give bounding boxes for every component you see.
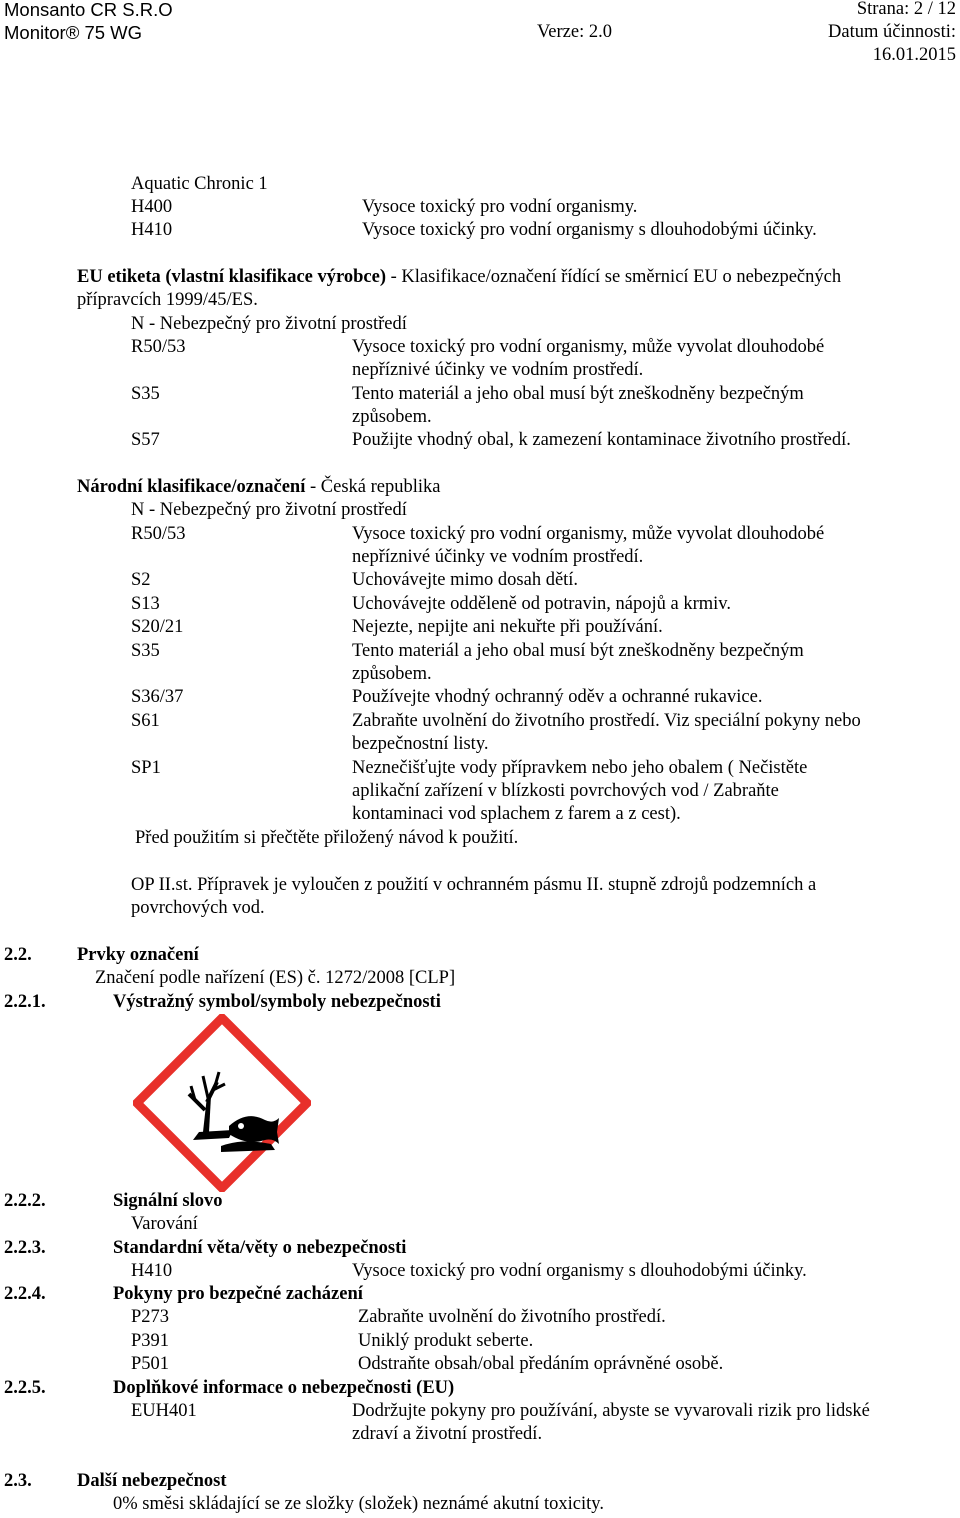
precaution-text: Uniklý produkt seberte.: [358, 1331, 534, 1351]
aquatic-text: Vysoce toxický pro vodní organismy.: [362, 197, 638, 217]
euh-code: EUH401: [131, 1401, 197, 1421]
other-hazards-text: 0% směsi skládající se ze složky (složek) neznámé akutní toxicity.: [113, 1494, 604, 1514]
hazard-statement-code: H410: [131, 1261, 173, 1281]
section-number: 2.2.4.: [4, 1284, 46, 1304]
aquatic-code: H410: [131, 220, 173, 240]
environment-hazard-pictogram: [133, 1014, 311, 1192]
national-phrase-text: aplikační zařízení v blízkosti povrchových vod / Zabraňte: [352, 781, 779, 801]
national-phrase-text: Zabraňte uvolnění do životního prostředí. Viz speciální pokyny nebo: [352, 711, 861, 731]
section-title: Standardní věta/věty o nebezpečnosti: [113, 1238, 407, 1258]
section-title: Signální slovo: [113, 1191, 223, 1211]
national-phrase-text: kontaminaci vod splachem z farem a z cest).: [352, 804, 681, 824]
precaution-code: P391: [131, 1331, 170, 1351]
protection-zone-note-cont: povrchových vod.: [131, 898, 265, 918]
national-phrase-text: způsobem.: [352, 664, 432, 684]
national-phrase-code: S61: [131, 711, 160, 731]
read-instructions-note: Před použitím si přečtěte přiložený návod k použití.: [135, 828, 519, 848]
national-phrase-text: Uchovávejte odděleně od potravin, nápojů a krmiv.: [352, 594, 731, 614]
section-title: Doplňkové informace o nebezpečnosti (EU): [113, 1378, 455, 1398]
precaution-text: Odstraňte obsah/obal předáním oprávněné osobě.: [358, 1354, 724, 1374]
header-page-number: Strana: 2 / 12: [856, 0, 956, 19]
header-effective-date: 16.01.2015: [872, 45, 956, 65]
eu-phrase-text: Použijte vhodný obal, k zamezení kontaminace životního prostředí.: [352, 430, 851, 450]
national-phrase-code: S35: [131, 641, 160, 661]
section-number: 2.2.1.: [4, 992, 46, 1012]
header-effective-date-label: Datum účinnosti:: [828, 22, 956, 42]
national-country: - Česká republika: [305, 477, 441, 497]
eu-phrase-text: nepříznivé účinky ve vodním prostředí.: [352, 360, 644, 380]
national-phrase-text: Tento materiál a jeho obal musí být zneškodněny bezpečným: [352, 641, 804, 661]
national-hazard-text: N - Nebezpečný pro životní prostředí: [131, 500, 407, 520]
eu-phrase-code: S57: [131, 430, 160, 450]
section-number: 2.2.5.: [4, 1378, 46, 1398]
national-phrase-code: R50/53: [131, 524, 186, 544]
header-version: Verze: 2.0: [537, 22, 612, 42]
eu-phrase-text: způsobem.: [352, 407, 432, 427]
national-phrase-text: bezpečnostní listy.: [352, 734, 489, 754]
national-phrase-code: S36/37: [131, 687, 184, 707]
national-phrase-text: Vysoce toxický pro vodní organismy, může vyvolat dlouhodobé: [352, 524, 825, 544]
section-number: 2.2.: [4, 945, 32, 965]
eu-label-line: [77, 266, 841, 289]
pictogram-border: [137, 1018, 307, 1188]
aquatic-code: H400: [131, 197, 173, 217]
eu-label-description-cont: přípravcích 1999/45/ES.: [77, 290, 258, 310]
national-phrase-text: Používejte vhodný ochranný oděv a ochranné rukavice.: [352, 687, 763, 707]
national-phrase-code: S13: [131, 594, 160, 614]
eu-hazard-symbol-text: N - Nebezpečný pro životní prostředí: [131, 314, 407, 334]
signal-word: Varování: [131, 1214, 198, 1234]
eu-phrase-code: S35: [131, 384, 160, 404]
national-phrase-code: S20/21: [131, 617, 184, 637]
national-phrase-text: Nejezte, nepijte ani nekuřte při používání.: [352, 617, 663, 637]
section-title: Prvky označení: [77, 945, 199, 965]
national-phrase-text: nepříznivé účinky ve vodním prostředí.: [352, 547, 644, 567]
section-number: 2.2.3.: [4, 1238, 46, 1258]
section-number: 2.3.: [4, 1471, 32, 1491]
eu-phrase-text: Vysoce toxický pro vodní organismy, může vyvolat dlouhodobé: [352, 337, 825, 357]
header-product: Monitor® 75 WG: [4, 22, 143, 43]
section-number: 2.2.2.: [4, 1191, 46, 1211]
euh-text: zdraví a životní prostředí.: [352, 1424, 543, 1444]
national-phrase-code: SP1: [131, 758, 161, 778]
aquatic-text: Vysoce toxický pro vodní organismy s dlouhodobými účinky.: [362, 220, 817, 240]
euh-text: Dodržujte pokyny pro používání, abyste se vyvarovali rizik pro lidské: [352, 1401, 870, 1421]
precaution-code: P501: [131, 1354, 170, 1374]
national-heading: Národní klasifikace/označení: [77, 477, 306, 497]
precaution-code: P273: [131, 1307, 170, 1327]
eu-label-description: - Klasifikace/označení řídící se směrnicí EU o nebezpečných: [386, 267, 842, 287]
national-phrase-text: Neznečišťujte vody přípravkem nebo jeho obalem ( Nečistěte: [352, 758, 808, 778]
eu-phrase-text: Tento materiál a jeho obal musí být zneškodněny bezpečným: [352, 384, 804, 404]
hazard-statement-text: Vysoce toxický pro vodní organismy s dlouhodobými účinky.: [352, 1261, 807, 1281]
national-phrase-text: Uchovávejte mimo dosah dětí.: [352, 570, 579, 590]
section-title: Výstražný symbol/symboly nebezpečnosti: [113, 992, 441, 1012]
national-phrase-code: S2: [131, 570, 151, 590]
precaution-text: Zabraňte uvolnění do životního prostředí.: [358, 1307, 666, 1327]
aquatic-title: Aquatic Chronic 1: [131, 174, 268, 194]
section-title: Pokyny pro bezpečné zacházení: [113, 1284, 363, 1304]
national-line: [77, 476, 440, 499]
eu-label-heading: EU etiketa (vlastní klasifikace výrobce): [77, 267, 386, 287]
protection-zone-note: OP II.st. Přípravek je vyloučen z použití v ochranném pásmu II. stupně zdrojů podzemních a: [131, 875, 817, 895]
eu-phrase-code: R50/53: [131, 337, 186, 357]
section-title: Další nebezpečnost: [77, 1471, 227, 1491]
header-company: Monsanto CR S.R.O: [4, 0, 173, 20]
clp-regulation-note: Značení podle nařízení (ES) č. 1272/2008 [CLP]: [95, 968, 456, 988]
